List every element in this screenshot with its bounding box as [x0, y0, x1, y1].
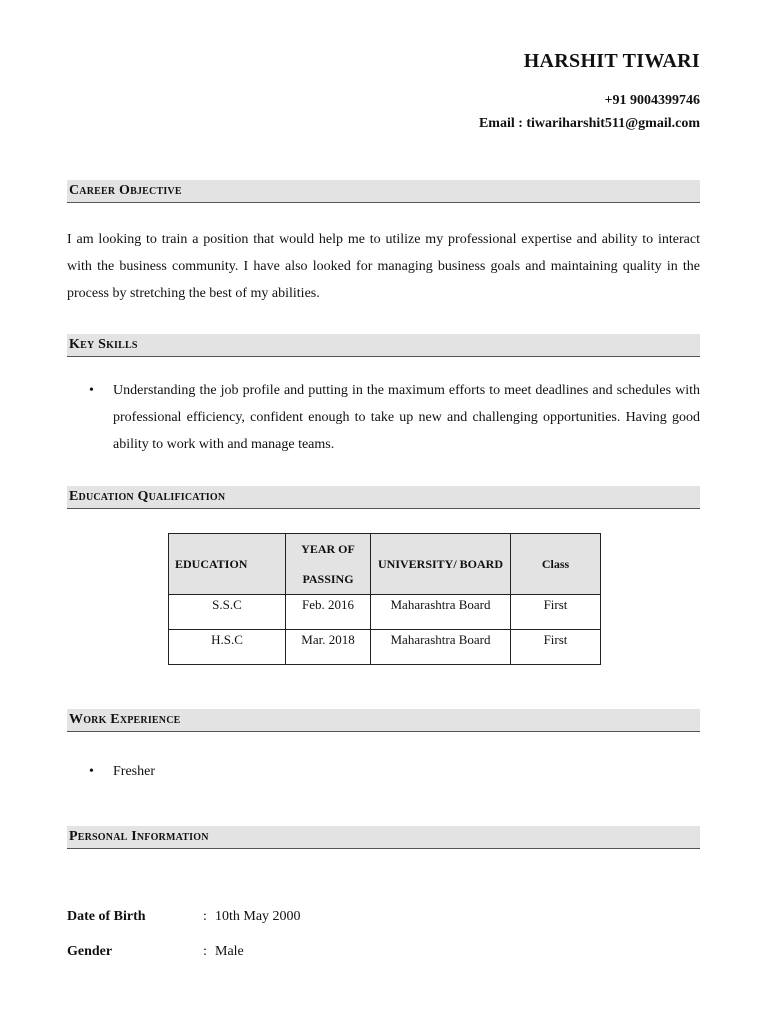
career-objective-text: I am looking to train a position that would help me to utilize my professional expertise and ability to interact with the business community. I have also looked for managing business goals and maintaining quality in the process by stretching the best of my abilities. — [67, 232, 700, 301]
list-item — [67, 377, 700, 458]
bullet-icon: • — [89, 764, 94, 779]
section-title: Education Qualification — [69, 489, 226, 504]
bullet-icon: • — [89, 383, 94, 398]
section-title: Personal Information — [69, 829, 209, 844]
list-item — [67, 758, 700, 785]
personal-info-label: Date of Birth — [67, 909, 146, 924]
table-cell: Maharashtra Board — [371, 595, 511, 630]
section-key-skills — [67, 334, 700, 357]
work-experience-text: Fresher — [113, 764, 155, 779]
column-header: EDUCATION — [169, 534, 286, 595]
column-header: YEAR OF PASSING — [286, 534, 371, 595]
section-education — [67, 486, 700, 509]
table-header-row — [169, 534, 601, 595]
phone-number: +91 9004399746 — [604, 93, 700, 108]
column-header: Class — [511, 534, 601, 595]
table-cell: Mar. 2018 — [286, 630, 371, 665]
separator: : — [203, 909, 207, 924]
section-title: Career Objective — [69, 183, 182, 198]
table-row — [169, 595, 601, 630]
personal-info-label: Gender — [67, 944, 113, 959]
email-address: Email : tiwariharshit511@gmail.com — [478, 116, 700, 131]
education-table — [168, 533, 601, 665]
separator: : — [203, 944, 207, 959]
section-work-experience — [67, 709, 700, 732]
table-cell: H.S.C — [169, 630, 286, 665]
column-header: UNIVERSITY/ BOARD — [371, 534, 511, 595]
section-career-objective — [67, 180, 700, 203]
skill-text: Understanding the job profile and putting in the maximum efforts to meet deadlines and schedules with professional efficiency, confident enough to take up new and challenging opportunities. Having good ability to work with and manage teams. — [113, 383, 700, 452]
table-cell: Maharashtra Board — [371, 630, 511, 665]
table-cell: First — [511, 595, 601, 630]
table-cell: S.S.C — [169, 595, 286, 630]
personal-info-value: Male — [215, 944, 244, 959]
table-row — [169, 630, 601, 665]
resume-name: HARSHIT TIWARI — [523, 50, 700, 72]
section-personal-information — [67, 826, 700, 849]
personal-info-value: 10th May 2000 — [215, 909, 301, 924]
table-cell: Feb. 2016 — [286, 595, 371, 630]
section-title: Work Experience — [69, 712, 181, 727]
section-title: Key Skills — [69, 337, 138, 352]
table-cell: First — [511, 630, 601, 665]
